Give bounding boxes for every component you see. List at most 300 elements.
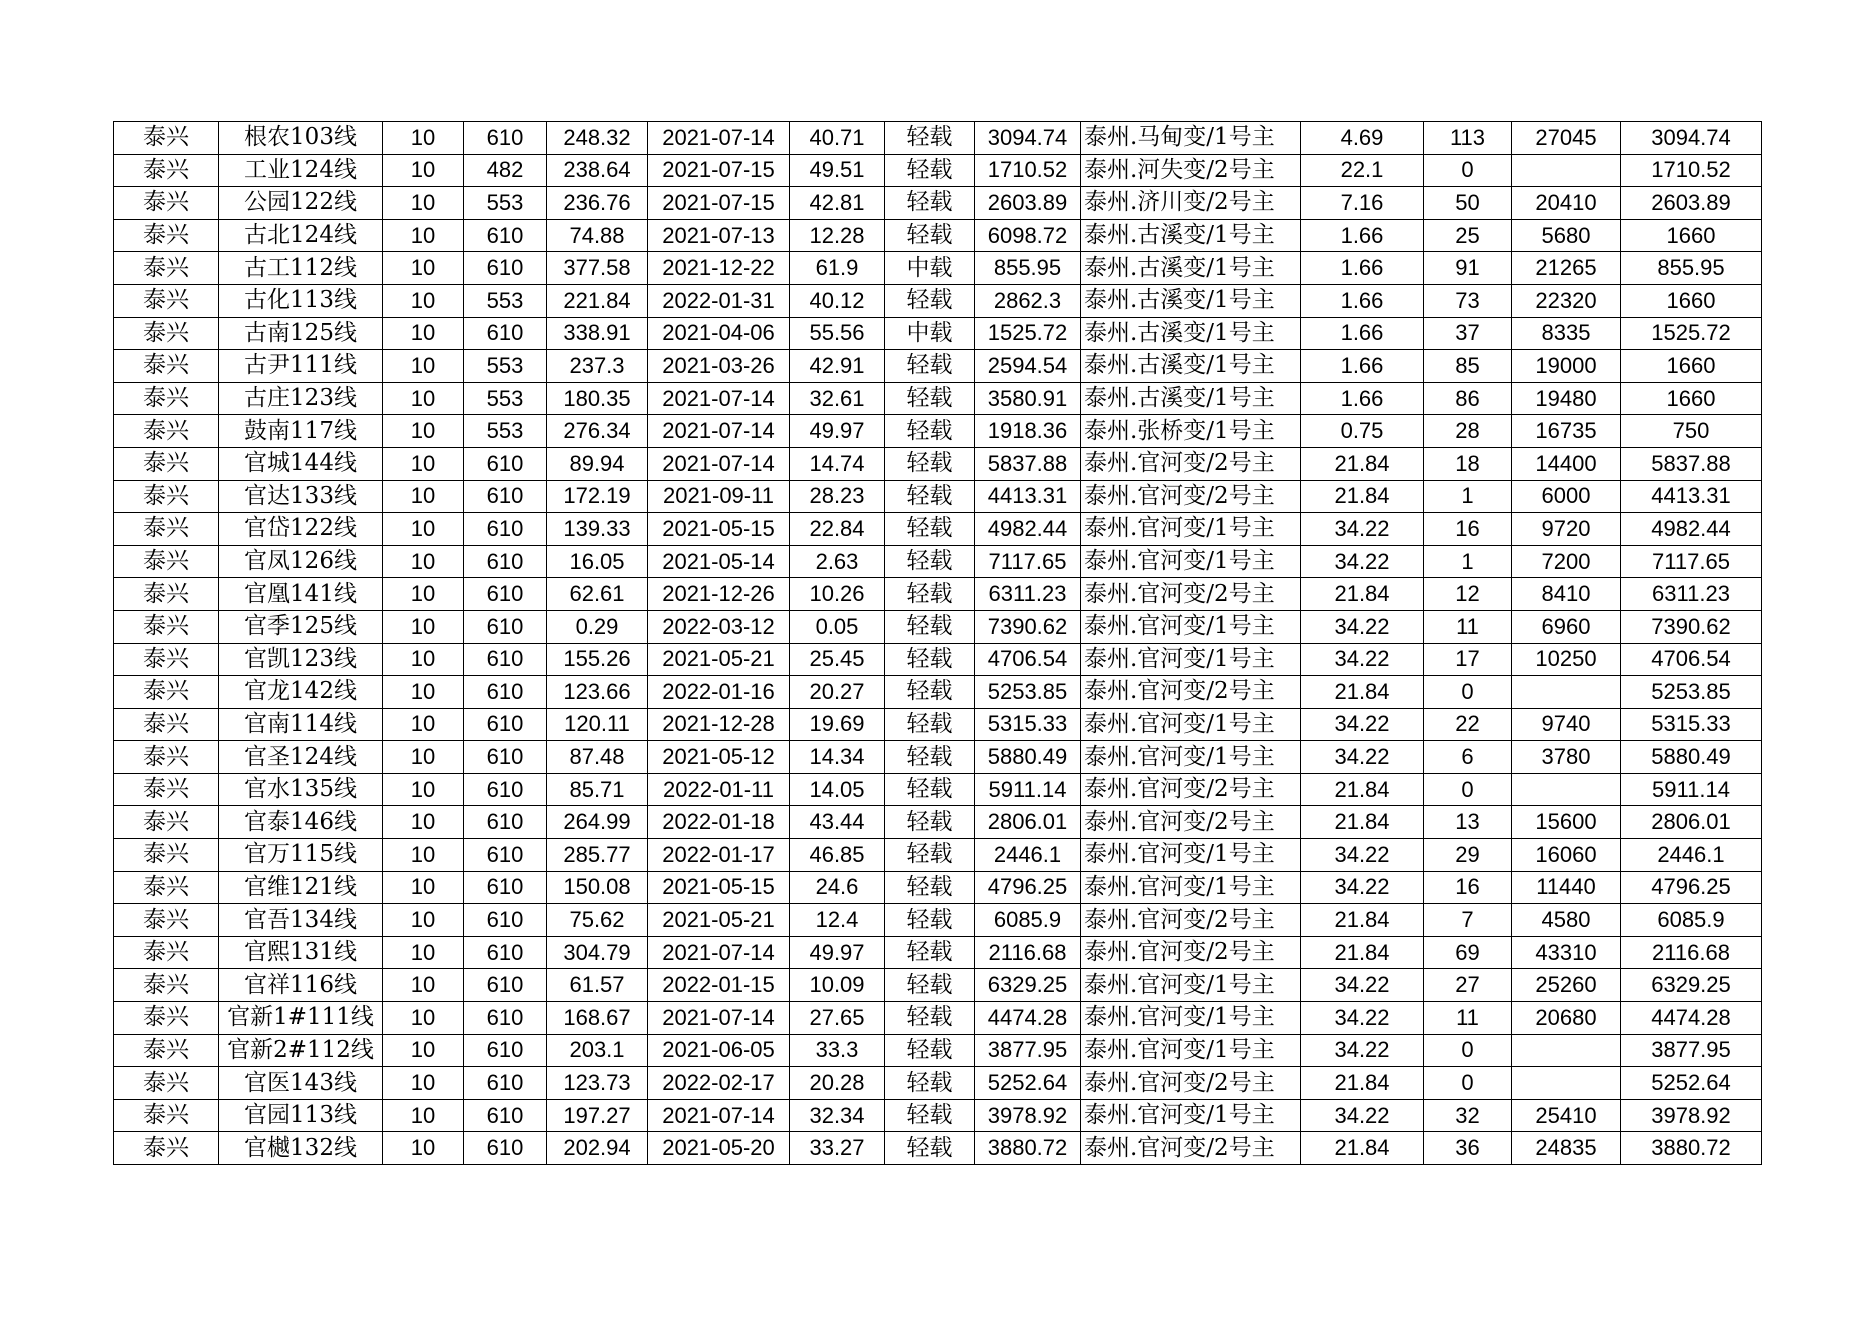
cell-max-current: 377.58: [547, 252, 648, 285]
table-row: [114, 1067, 1762, 1100]
cell-region: 泰兴: [114, 415, 219, 448]
cell-rated-capacity: 610: [464, 610, 547, 643]
cell-user-count: 0: [1424, 676, 1512, 709]
cell-max-current: 236.76: [547, 187, 648, 220]
cell-open-capacity: 3978.92: [1621, 1099, 1762, 1132]
cell-line-name: 官园113线: [219, 1099, 383, 1132]
table-row: [114, 904, 1762, 937]
cell-user-count: 1: [1424, 545, 1512, 578]
cell-main-transformer: 泰州.官河变/1号主: [1081, 513, 1301, 546]
cell-transformer-margin: 21.84: [1301, 578, 1424, 611]
cell-user-count: 16: [1424, 513, 1512, 546]
cell-transformer-margin: 34.22: [1301, 1034, 1424, 1067]
cell-load-rate: 25.45: [790, 643, 885, 676]
cell-open-capacity: 1660: [1621, 284, 1762, 317]
cell-available-capacity: 2862.3: [975, 284, 1081, 317]
cell-main-transformer: 泰州.官河变/2号主: [1081, 676, 1301, 709]
cell-rated-capacity: 610: [464, 904, 547, 937]
cell-rated-capacity: 610: [464, 1034, 547, 1067]
cell-line-name: 官凰141线: [219, 578, 383, 611]
cell-load-status: 轻载: [885, 1132, 975, 1165]
cell-load-status: 轻载: [885, 480, 975, 513]
cell-open-capacity: 855.95: [1621, 252, 1762, 285]
cell-transformer-margin: 1.66: [1301, 252, 1424, 285]
table-row: [114, 122, 1762, 155]
cell-max-current: 16.05: [547, 545, 648, 578]
table-body: [114, 122, 1762, 1165]
cell-available-capacity: 5837.88: [975, 447, 1081, 480]
cell-transformer-margin: 1.66: [1301, 350, 1424, 383]
cell-max-current: 202.94: [547, 1132, 648, 1165]
cell-voltage: 10: [383, 252, 464, 285]
cell-available-capacity: 7390.62: [975, 610, 1081, 643]
cell-load-rate: 14.05: [790, 773, 885, 806]
cell-rated-capacity: 610: [464, 513, 547, 546]
cell-user-count: 7: [1424, 904, 1512, 937]
cell-date: 2021-05-14: [648, 545, 790, 578]
cell-main-transformer: 泰州.官河变/2号主: [1081, 936, 1301, 969]
cell-transformer-margin: 1.66: [1301, 317, 1424, 350]
table-row: [114, 708, 1762, 741]
cell-open-capacity: 1660: [1621, 382, 1762, 415]
cell-line-name: 工业124线: [219, 154, 383, 187]
cell-load-rate: 10.09: [790, 969, 885, 1002]
cell-user-capacity: 22320: [1512, 284, 1621, 317]
cell-rated-capacity: 610: [464, 219, 547, 252]
cell-date: 2021-07-15: [648, 187, 790, 220]
table-row: [114, 252, 1762, 285]
cell-max-current: 264.99: [547, 806, 648, 839]
cell-line-name: 古庄123线: [219, 382, 383, 415]
cell-main-transformer: 泰州.官河变/1号主: [1081, 643, 1301, 676]
cell-main-transformer: 泰州.官河变/2号主: [1081, 447, 1301, 480]
cell-line-name: 公园122线: [219, 187, 383, 220]
cell-voltage: 10: [383, 936, 464, 969]
cell-date: 2021-07-14: [648, 382, 790, 415]
cell-open-capacity: 7390.62: [1621, 610, 1762, 643]
table-row: [114, 969, 1762, 1002]
table-row: [114, 219, 1762, 252]
cell-line-name: 古南125线: [219, 317, 383, 350]
cell-open-capacity: 6311.23: [1621, 578, 1762, 611]
cell-load-rate: 24.6: [790, 871, 885, 904]
cell-main-transformer: 泰州.官河变/1号主: [1081, 741, 1301, 774]
cell-open-capacity: 2116.68: [1621, 936, 1762, 969]
cell-available-capacity: 2594.54: [975, 350, 1081, 383]
cell-available-capacity: 3877.95: [975, 1034, 1081, 1067]
cell-main-transformer: 泰州.官河变/1号主: [1081, 610, 1301, 643]
cell-max-current: 74.88: [547, 219, 648, 252]
cell-line-name: 古化113线: [219, 284, 383, 317]
cell-region: 泰兴: [114, 1002, 219, 1035]
cell-available-capacity: 1710.52: [975, 154, 1081, 187]
cell-load-rate: 2.63: [790, 545, 885, 578]
table-row: [114, 643, 1762, 676]
cell-open-capacity: 6329.25: [1621, 969, 1762, 1002]
table-row: [114, 1132, 1762, 1165]
cell-transformer-margin: 1.66: [1301, 382, 1424, 415]
cell-line-name: 官达133线: [219, 480, 383, 513]
cell-region: 泰兴: [114, 1099, 219, 1132]
cell-open-capacity: 5315.33: [1621, 708, 1762, 741]
cell-user-count: 12: [1424, 578, 1512, 611]
cell-region: 泰兴: [114, 382, 219, 415]
cell-load-rate: 20.28: [790, 1067, 885, 1100]
cell-transformer-margin: 34.22: [1301, 708, 1424, 741]
cell-user-capacity: 43310: [1512, 936, 1621, 969]
cell-open-capacity: 4982.44: [1621, 513, 1762, 546]
cell-transformer-margin: 34.22: [1301, 643, 1424, 676]
cell-main-transformer: 泰州.官河变/2号主: [1081, 1132, 1301, 1165]
cell-date: 2022-01-11: [648, 773, 790, 806]
cell-available-capacity: 3880.72: [975, 1132, 1081, 1165]
cell-user-capacity: 24835: [1512, 1132, 1621, 1165]
cell-voltage: 10: [383, 382, 464, 415]
cell-line-name: 古工112线: [219, 252, 383, 285]
cell-date: 2021-04-06: [648, 317, 790, 350]
cell-user-count: 25: [1424, 219, 1512, 252]
cell-region: 泰兴: [114, 187, 219, 220]
cell-load-status: 轻载: [885, 219, 975, 252]
cell-date: 2021-07-14: [648, 936, 790, 969]
cell-date: 2021-09-11: [648, 480, 790, 513]
cell-rated-capacity: 610: [464, 741, 547, 774]
cell-line-name: 古尹111线: [219, 350, 383, 383]
table-row: [114, 871, 1762, 904]
cell-open-capacity: 1525.72: [1621, 317, 1762, 350]
cell-region: 泰兴: [114, 708, 219, 741]
cell-load-status: 轻载: [885, 1067, 975, 1100]
cell-max-current: 123.73: [547, 1067, 648, 1100]
cell-date: 2021-05-15: [648, 871, 790, 904]
cell-line-name: 官新1#111线: [219, 1002, 383, 1035]
cell-max-current: 168.67: [547, 1002, 648, 1035]
cell-open-capacity: 3094.74: [1621, 122, 1762, 155]
cell-open-capacity: 4474.28: [1621, 1002, 1762, 1035]
cell-rated-capacity: 610: [464, 773, 547, 806]
cell-line-name: 官新2#112线: [219, 1034, 383, 1067]
cell-voltage: 10: [383, 839, 464, 872]
cell-user-capacity: 14400: [1512, 447, 1621, 480]
cell-load-rate: 12.28: [790, 219, 885, 252]
cell-date: 2022-01-31: [648, 284, 790, 317]
cell-rated-capacity: 553: [464, 284, 547, 317]
cell-voltage: 10: [383, 806, 464, 839]
cell-main-transformer: 泰州.济川变/2号主: [1081, 187, 1301, 220]
cell-voltage: 10: [383, 447, 464, 480]
cell-max-current: 180.35: [547, 382, 648, 415]
cell-region: 泰兴: [114, 578, 219, 611]
cell-transformer-margin: 21.84: [1301, 676, 1424, 709]
cell-date: 2021-07-14: [648, 447, 790, 480]
cell-rated-capacity: 610: [464, 708, 547, 741]
cell-load-status: 轻载: [885, 1099, 975, 1132]
cell-voltage: 10: [383, 545, 464, 578]
cell-line-name: 古北124线: [219, 219, 383, 252]
cell-region: 泰兴: [114, 513, 219, 546]
table-row: [114, 154, 1762, 187]
cell-main-transformer: 泰州.古溪变/1号主: [1081, 284, 1301, 317]
table-row: [114, 382, 1762, 415]
cell-available-capacity: 5880.49: [975, 741, 1081, 774]
cell-load-status: 轻载: [885, 676, 975, 709]
cell-available-capacity: 6311.23: [975, 578, 1081, 611]
cell-available-capacity: 4413.31: [975, 480, 1081, 513]
cell-main-transformer: 泰州.官河变/1号主: [1081, 545, 1301, 578]
cell-rated-capacity: 610: [464, 1099, 547, 1132]
cell-user-capacity: 27045: [1512, 122, 1621, 155]
table-row: [114, 513, 1762, 546]
cell-open-capacity: 5252.64: [1621, 1067, 1762, 1100]
cell-line-name: 根农103线: [219, 122, 383, 155]
cell-max-current: 248.32: [547, 122, 648, 155]
cell-available-capacity: 4796.25: [975, 871, 1081, 904]
cell-open-capacity: 5880.49: [1621, 741, 1762, 774]
cell-transformer-margin: 0.75: [1301, 415, 1424, 448]
cell-region: 泰兴: [114, 317, 219, 350]
cell-rated-capacity: 610: [464, 447, 547, 480]
cell-user-capacity: 16735: [1512, 415, 1621, 448]
cell-load-status: 轻载: [885, 447, 975, 480]
cell-transformer-margin: 1.66: [1301, 219, 1424, 252]
cell-max-current: 120.11: [547, 708, 648, 741]
cell-user-capacity: [1512, 1067, 1621, 1100]
cell-rated-capacity: 610: [464, 969, 547, 1002]
cell-load-status: 轻载: [885, 871, 975, 904]
cell-rated-capacity: 610: [464, 839, 547, 872]
cell-region: 泰兴: [114, 643, 219, 676]
cell-max-current: 276.34: [547, 415, 648, 448]
cell-main-transformer: 泰州.古溪变/1号主: [1081, 350, 1301, 383]
cell-transformer-margin: 34.22: [1301, 610, 1424, 643]
cell-user-capacity: 11440: [1512, 871, 1621, 904]
cell-user-capacity: 15600: [1512, 806, 1621, 839]
cell-main-transformer: 泰州.河失变/2号主: [1081, 154, 1301, 187]
cell-date: 2021-03-26: [648, 350, 790, 383]
cell-user-count: 0: [1424, 773, 1512, 806]
cell-voltage: 10: [383, 187, 464, 220]
cell-rated-capacity: 610: [464, 578, 547, 611]
feeder-load-table: [113, 121, 1762, 1165]
cell-user-capacity: 20410: [1512, 187, 1621, 220]
cell-user-capacity: 19480: [1512, 382, 1621, 415]
cell-load-status: 轻载: [885, 382, 975, 415]
cell-date: 2021-07-14: [648, 415, 790, 448]
cell-transformer-margin: 1.66: [1301, 284, 1424, 317]
cell-open-capacity: 7117.65: [1621, 545, 1762, 578]
cell-load-status: 轻载: [885, 415, 975, 448]
cell-rated-capacity: 553: [464, 187, 547, 220]
cell-date: 2021-05-21: [648, 643, 790, 676]
table-row: [114, 839, 1762, 872]
cell-available-capacity: 5911.14: [975, 773, 1081, 806]
cell-user-capacity: [1512, 676, 1621, 709]
cell-date: 2021-05-15: [648, 513, 790, 546]
cell-voltage: 10: [383, 1002, 464, 1035]
cell-user-count: 18: [1424, 447, 1512, 480]
cell-available-capacity: 3978.92: [975, 1099, 1081, 1132]
cell-rated-capacity: 610: [464, 936, 547, 969]
cell-region: 泰兴: [114, 1034, 219, 1067]
cell-load-rate: 46.85: [790, 839, 885, 872]
cell-date: 2021-12-26: [648, 578, 790, 611]
cell-voltage: 10: [383, 317, 464, 350]
cell-date: 2021-05-20: [648, 1132, 790, 1165]
cell-main-transformer: 泰州.官河变/1号主: [1081, 708, 1301, 741]
cell-region: 泰兴: [114, 122, 219, 155]
cell-transformer-margin: 21.84: [1301, 773, 1424, 806]
cell-line-name: 官季125线: [219, 610, 383, 643]
cell-main-transformer: 泰州.官河变/2号主: [1081, 480, 1301, 513]
cell-load-status: 轻载: [885, 839, 975, 872]
cell-load-rate: 43.44: [790, 806, 885, 839]
cell-transformer-margin: 21.84: [1301, 447, 1424, 480]
cell-transformer-margin: 34.22: [1301, 1099, 1424, 1132]
cell-user-capacity: 8335: [1512, 317, 1621, 350]
cell-user-count: 86: [1424, 382, 1512, 415]
cell-open-capacity: 6085.9: [1621, 904, 1762, 937]
cell-load-status: 轻载: [885, 643, 975, 676]
cell-user-capacity: 10250: [1512, 643, 1621, 676]
cell-user-capacity: [1512, 1034, 1621, 1067]
cell-transformer-margin: 21.84: [1301, 936, 1424, 969]
cell-main-transformer: 泰州.官河变/1号主: [1081, 1002, 1301, 1035]
cell-transformer-margin: 21.84: [1301, 806, 1424, 839]
cell-rated-capacity: 610: [464, 1002, 547, 1035]
cell-date: 2021-05-21: [648, 904, 790, 937]
cell-region: 泰兴: [114, 969, 219, 1002]
cell-user-count: 32: [1424, 1099, 1512, 1132]
table-row: [114, 1034, 1762, 1067]
cell-max-current: 62.61: [547, 578, 648, 611]
cell-load-rate: 22.84: [790, 513, 885, 546]
cell-open-capacity: 3877.95: [1621, 1034, 1762, 1067]
cell-voltage: 10: [383, 871, 464, 904]
cell-available-capacity: 5252.64: [975, 1067, 1081, 1100]
cell-max-current: 61.57: [547, 969, 648, 1002]
cell-region: 泰兴: [114, 154, 219, 187]
cell-max-current: 89.94: [547, 447, 648, 480]
cell-available-capacity: 6085.9: [975, 904, 1081, 937]
cell-open-capacity: 1660: [1621, 350, 1762, 383]
cell-rated-capacity: 610: [464, 806, 547, 839]
cell-load-rate: 0.05: [790, 610, 885, 643]
cell-date: 2022-01-15: [648, 969, 790, 1002]
cell-available-capacity: 5253.85: [975, 676, 1081, 709]
cell-line-name: 鼓南117线: [219, 415, 383, 448]
cell-open-capacity: 5837.88: [1621, 447, 1762, 480]
cell-region: 泰兴: [114, 676, 219, 709]
cell-available-capacity: 4982.44: [975, 513, 1081, 546]
cell-load-rate: 33.27: [790, 1132, 885, 1165]
cell-load-status: 轻载: [885, 806, 975, 839]
cell-load-rate: 40.71: [790, 122, 885, 155]
cell-region: 泰兴: [114, 480, 219, 513]
cell-main-transformer: 泰州.官河变/1号主: [1081, 1034, 1301, 1067]
cell-main-transformer: 泰州.官河变/2号主: [1081, 1067, 1301, 1100]
cell-available-capacity: 4474.28: [975, 1002, 1081, 1035]
cell-max-current: 139.33: [547, 513, 648, 546]
table-row: [114, 1099, 1762, 1132]
cell-load-status: 轻载: [885, 708, 975, 741]
cell-voltage: 10: [383, 643, 464, 676]
cell-main-transformer: 泰州.官河变/1号主: [1081, 969, 1301, 1002]
cell-rated-capacity: 553: [464, 415, 547, 448]
cell-user-capacity: [1512, 773, 1621, 806]
cell-load-rate: 19.69: [790, 708, 885, 741]
cell-main-transformer: 泰州.古溪变/1号主: [1081, 317, 1301, 350]
cell-voltage: 10: [383, 350, 464, 383]
cell-user-count: 13: [1424, 806, 1512, 839]
cell-user-count: 73: [1424, 284, 1512, 317]
cell-user-count: 0: [1424, 154, 1512, 187]
cell-max-current: 75.62: [547, 904, 648, 937]
cell-user-count: 85: [1424, 350, 1512, 383]
cell-open-capacity: 750: [1621, 415, 1762, 448]
cell-available-capacity: 3094.74: [975, 122, 1081, 155]
cell-rated-capacity: 482: [464, 154, 547, 187]
cell-user-capacity: 16060: [1512, 839, 1621, 872]
cell-transformer-margin: 34.22: [1301, 513, 1424, 546]
cell-rated-capacity: 610: [464, 871, 547, 904]
cell-region: 泰兴: [114, 1067, 219, 1100]
cell-load-status: 轻载: [885, 284, 975, 317]
cell-available-capacity: 2806.01: [975, 806, 1081, 839]
cell-load-status: 轻载: [885, 187, 975, 220]
cell-load-rate: 14.74: [790, 447, 885, 480]
cell-open-capacity: 3880.72: [1621, 1132, 1762, 1165]
cell-user-count: 91: [1424, 252, 1512, 285]
cell-user-count: 22: [1424, 708, 1512, 741]
cell-load-status: 轻载: [885, 610, 975, 643]
cell-open-capacity: 1710.52: [1621, 154, 1762, 187]
cell-max-current: 221.84: [547, 284, 648, 317]
cell-load-rate: 10.26: [790, 578, 885, 611]
table-row: [114, 1002, 1762, 1035]
cell-voltage: 10: [383, 741, 464, 774]
cell-main-transformer: 泰州.官河变/1号主: [1081, 871, 1301, 904]
cell-main-transformer: 泰州.官河变/2号主: [1081, 904, 1301, 937]
table-row: [114, 741, 1762, 774]
table-row: [114, 610, 1762, 643]
cell-voltage: 10: [383, 154, 464, 187]
cell-transformer-margin: 34.22: [1301, 871, 1424, 904]
cell-line-name: 官樾132线: [219, 1132, 383, 1165]
cell-date: 2021-05-12: [648, 741, 790, 774]
cell-voltage: 10: [383, 415, 464, 448]
cell-voltage: 10: [383, 578, 464, 611]
cell-available-capacity: 855.95: [975, 252, 1081, 285]
cell-transformer-margin: 34.22: [1301, 1002, 1424, 1035]
cell-user-capacity: 9740: [1512, 708, 1621, 741]
cell-user-count: 0: [1424, 1067, 1512, 1100]
cell-transformer-margin: 34.22: [1301, 741, 1424, 774]
cell-available-capacity: 7117.65: [975, 545, 1081, 578]
cell-rated-capacity: 610: [464, 252, 547, 285]
cell-max-current: 0.29: [547, 610, 648, 643]
cell-user-count: 27: [1424, 969, 1512, 1002]
table-row: [114, 806, 1762, 839]
cell-max-current: 237.3: [547, 350, 648, 383]
cell-open-capacity: 5253.85: [1621, 676, 1762, 709]
cell-load-rate: 40.12: [790, 284, 885, 317]
cell-load-status: 轻载: [885, 122, 975, 155]
cell-voltage: 10: [383, 1034, 464, 1067]
cell-date: 2021-12-28: [648, 708, 790, 741]
cell-date: 2022-02-17: [648, 1067, 790, 1100]
cell-user-capacity: 7200: [1512, 545, 1621, 578]
cell-load-rate: 20.27: [790, 676, 885, 709]
